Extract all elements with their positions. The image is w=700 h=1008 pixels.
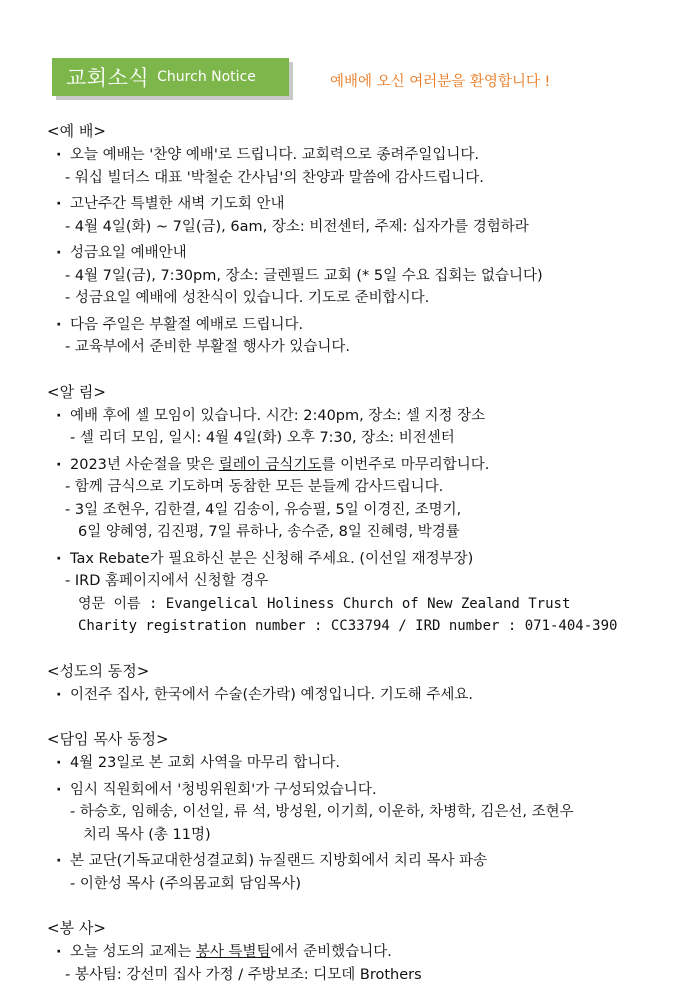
list-item: · 이전주 집사, 한국에서 수술(손가락) 예정입니다. 기도해 주세요. [47, 684, 687, 707]
english-name: 영문 이름 : Evangelical Holiness Church of New Zealand Trust [78, 595, 571, 612]
list-item: · 고난주간 특별한 새벽 기도회 안내 [47, 193, 687, 216]
text-segment: 2023년 사순절을 맞은 [70, 456, 219, 473]
list-item [47, 454, 687, 477]
text-segment: 를 이번주로 마무리합니다. [321, 456, 490, 473]
saints-section [47, 660, 687, 707]
sub-item: - IRD 홈페이지에서 신청할 경우 [47, 570, 687, 593]
text-segment: 오늘 성도의 교제는 [70, 944, 196, 960]
sub-item: - 이한성 목사 (주의몸교회 담임목사) [47, 873, 687, 896]
section-title: <예 배> [47, 122, 106, 140]
title-banner [52, 58, 289, 96]
list-item: · 본 교단(기독교대한성결교회) 뉴질랜드 지방회에서 치리 목사 파송 [47, 850, 687, 873]
sub-item: - 봉사팀: 강선미 집사 가정 / 주방보조: 디모데 Brothers [47, 964, 687, 987]
sub-item: - 워십 빌더스 대표 '박철순 간사님'의 찬양과 말씀에 감사드립니다. [47, 167, 687, 190]
sub-item-continued: 치리 목사 (총 11명) [83, 826, 211, 843]
sub-item-continued: 6일 양혜영, 김진평, 7일 류하나, 송수준, 8일 진혜령, 박경률 [78, 524, 460, 540]
sub-item: - 함께 금식으로 기도하며 동참한 모든 분들께 감사드립니다. [47, 476, 687, 499]
list-item: · Tax Rebate가 필요하신 분은 신청해 주세요. (이선일 재정부장) [47, 548, 687, 571]
section-title: <담임 목사 동정> [47, 730, 169, 748]
section-title: <알 림> [47, 382, 106, 401]
worship-section [47, 120, 687, 359]
underlined-text: 봉사 특별팀 [195, 944, 271, 960]
underlined-text: 릴레이 금식기도 [218, 456, 322, 473]
registration-numbers: Charity registration number : CC33794 / IRD number : 071-404-390 [78, 618, 618, 634]
sub-item: - 교육부에서 준비한 부활절 행사가 있습니다. [47, 336, 687, 359]
sub-item: - 4월 4일(화) ~ 7일(금), 6am, 장소: 비전센터, 주제: 십자가를 경험하라 [47, 216, 687, 239]
sub-item: - 4월 7일(금), 7:30pm, 장소: 글렌필드 교회 (* 5일 수요 집회는 없습니다) [47, 265, 687, 288]
list-item: · 4월 23일로 본 교회 사역을 마무리 합니다. [47, 752, 687, 775]
text-segment: 에서 준비했습니다. [270, 944, 392, 960]
title-korean: 교회소식 [66, 66, 150, 90]
list-item: · 예배 후에 셀 모임이 있습니다. 시간: 2:40pm, 장소: 셀 지정 장소 [47, 405, 687, 428]
list-item: · 다음 주일은 부활절 예배로 드립니다. [47, 314, 687, 337]
list-item: · 오늘 예배는 '찬양 예배'로 드립니다. 교회력으로 종려주일입니다. [47, 144, 687, 167]
welcome-message: 예배에 오신 여러분을 환영합니다 ! [330, 74, 551, 90]
sub-item: - 셀 리더 모임, 일시: 4월 4일(화) 오후 7:30, 장소: 비전센터 [47, 427, 687, 450]
section-title: <성도의 동정> [47, 661, 150, 680]
list-item [47, 941, 687, 964]
bulletin-content [47, 120, 687, 1008]
sub-item: - 성금요일 예배에 성찬식이 있습니다. 기도로 준비합시다. [47, 287, 687, 310]
notice-section [47, 381, 687, 638]
list-item: · 임시 직원회에서 '청빙위원회'가 구성되었습니다. [47, 779, 687, 802]
sub-item: - 하승호, 임해송, 이선일, 류 석, 방성원, 이기희, 이운하, 차병학, 김은선, 조현우 [47, 801, 687, 824]
title-english: Church Notice [157, 69, 256, 85]
section-title: <봉 사> [47, 919, 106, 937]
sub-item: - 3일 조현우, 김한결, 4일 김송이, 유승필, 5일 이경진, 조명기, [47, 499, 687, 522]
service-section [47, 917, 687, 986]
list-item: · 성금요일 예배안내 [47, 242, 687, 265]
pastor-section [47, 728, 687, 895]
